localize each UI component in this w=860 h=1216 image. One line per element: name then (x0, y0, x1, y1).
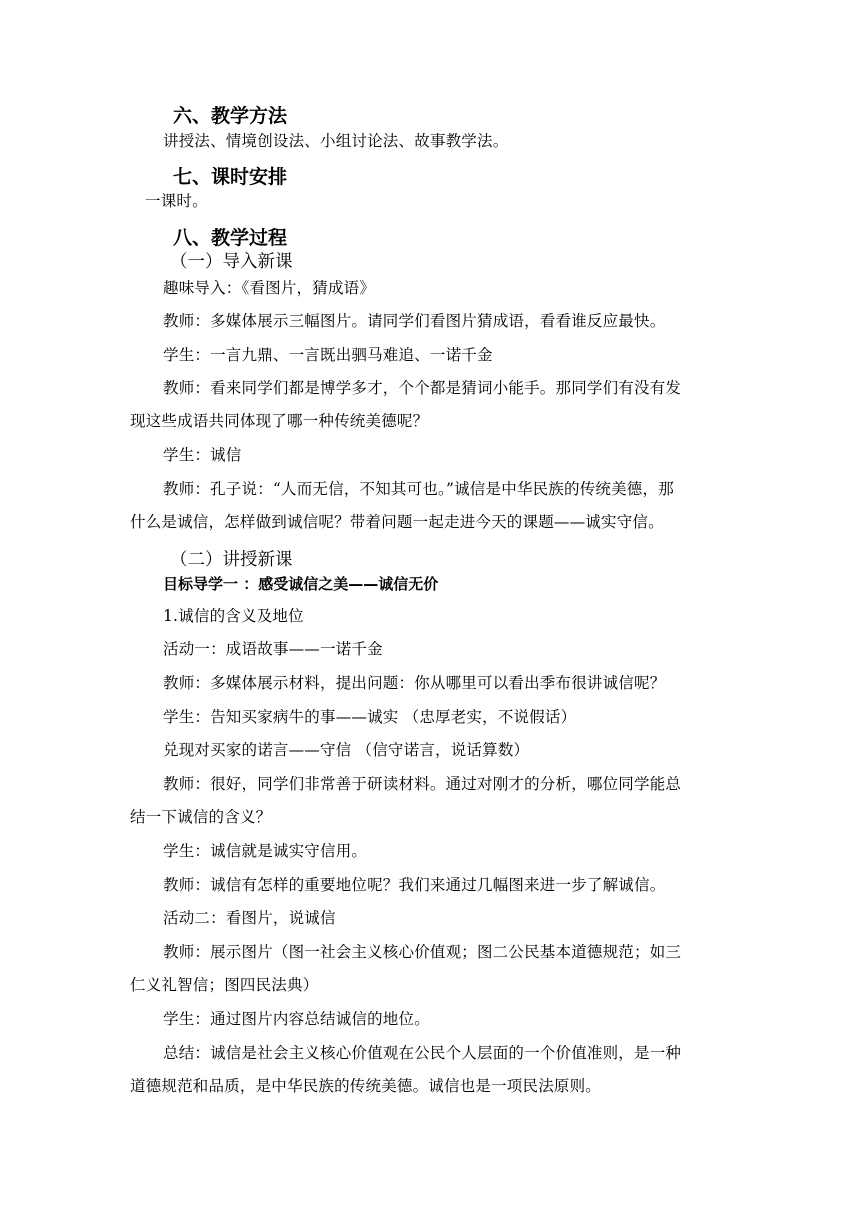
goal-heading: 目标导学一 ：感受诚信之美——诚信无价 (163, 575, 439, 593)
paragraph-line: 1.诚信的含义及地位 (163, 607, 304, 625)
paragraph-line: 结一下诚信的含义？ (130, 808, 272, 826)
paragraph-line: 学生：诚信 (163, 446, 242, 464)
teaching-methods-text: 讲授法、情境创设法、小组讨论法、故事教学法。 (163, 132, 509, 150)
paragraph-line: 趣味导入：《看图片，猜成语》 (163, 279, 376, 297)
paragraph-line: 教师：展示图片（图一社会主义核心价值观；图二公民基本道德规范；如三 (163, 943, 682, 961)
paragraph-line: 仁义礼智信；图四民法典） (130, 976, 319, 994)
paragraph-line: 现这些成语共同体现了哪一种传统美德呢？ (130, 412, 429, 430)
section-heading-class-hours: 七、课时安排 (173, 166, 288, 188)
paragraph-line: 教师：多媒体展示三幅图片。请同学们看图片猜成语，看看谁反应最快。 (163, 312, 666, 330)
paragraph-line: 总结：诚信是社会主义核心价值观在公民个人层面的一个价值准则，是一种 (163, 1044, 682, 1062)
subsection-heading-new-lesson: （二）讲授新课 (170, 550, 293, 570)
paragraph-line: 教师：很好，同学们非常善于研读材料。通过对刚才的分析，哪位同学能总 (163, 775, 682, 793)
paragraph-line: 道德规范和品质，是中华民族的传统美德。诚信也是一项民法原则。 (130, 1077, 602, 1095)
paragraph-line: 兑现对买家的诺言——守信 （信守诺言，说话算数） (163, 741, 530, 759)
paragraph-line: 学生：一言九鼎、一言既出驷马难追、一诺千金 (163, 346, 493, 364)
subsection-heading-intro: （一）导入新课 (170, 252, 293, 272)
section-heading-teaching-methods: 六、教学方法 (173, 105, 288, 127)
paragraph-line: 教师：孔子说：“人而无信，不知其可也。”诚信是中华民族的传统美德，那 (163, 480, 674, 498)
paragraph-line: 什么是诚信，怎样做到诚信呢？带着问题一起走进今天的课题——诚实守信。 (130, 513, 664, 531)
paragraph-line: 教师：多媒体展示材料，提出问题：你从哪里可以看出季布很讲诚信呢？ (163, 674, 666, 692)
section-heading-teaching-process: 八、教学过程 (173, 227, 288, 249)
paragraph-line: 活动一：成语故事——一诺千金 (163, 640, 383, 658)
paragraph-line: 学生：告知买家病牛的事——诚实 （忠厚老实，不说假话） (163, 708, 577, 726)
class-hours-text: 一课时。 (145, 192, 208, 210)
paragraph-line: 学生：通过图片内容总结诚信的地位。 (163, 1010, 430, 1028)
paragraph-line: 教师：诚信有怎样的重要地位呢？我们来通过几幅图来进一步了解诚信。 (163, 876, 666, 894)
paragraph-line: 学生：诚信就是诚实守信用。 (163, 842, 368, 860)
paragraph-line: 教师：看来同学们都是博学多才，个个都是猜词小能手。那同学们有没有发 (163, 379, 682, 397)
paragraph-line: 活动二：看图片，说诚信 (163, 909, 336, 927)
